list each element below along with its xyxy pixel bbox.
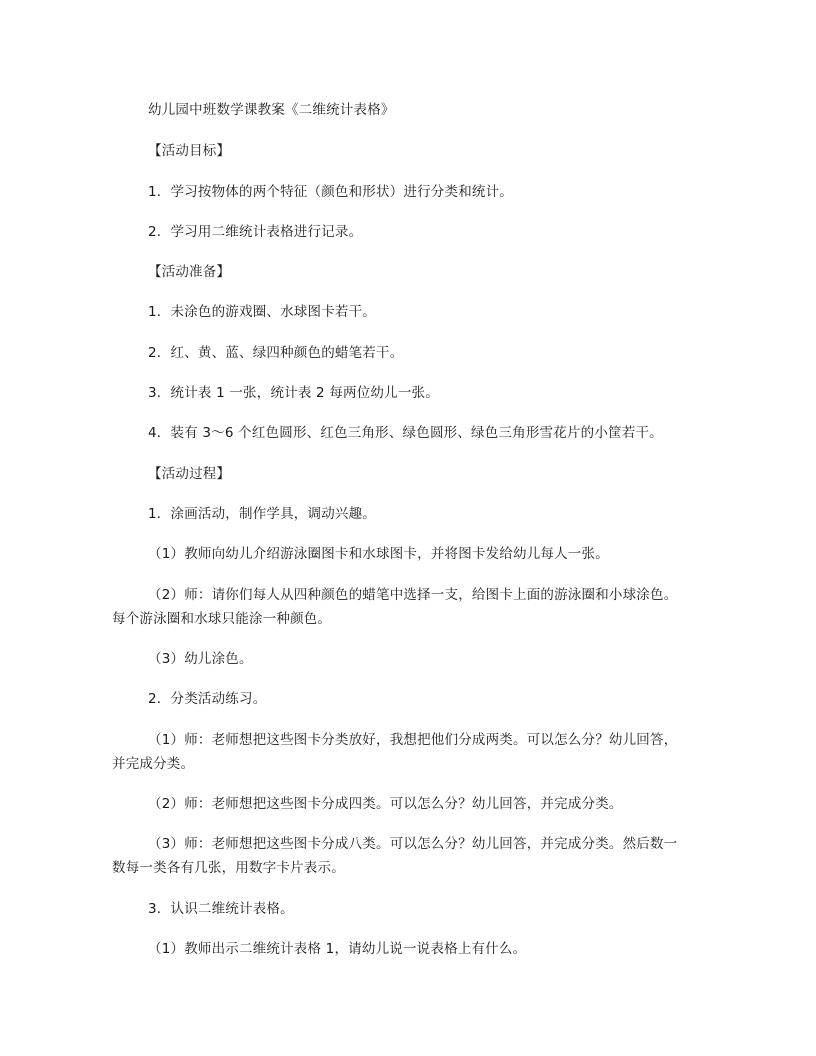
process-heading: 【活动过程】 — [148, 466, 231, 482]
step-1-1: （1）教师向幼儿介绍游泳圈图卡和水球图卡，并将图卡发给幼儿每人一张。 — [148, 546, 609, 562]
step-3: 3．认识二维统计表格。 — [148, 901, 294, 917]
step-2-3-line-2: 数每一类各有几张，用数字卡片表示。 — [112, 860, 345, 876]
goals-heading: 【活动目标】 — [148, 143, 231, 159]
prep-item-1: 1．未涂色的游戏圈、水球图卡若干。 — [148, 304, 376, 320]
step-2: 2．分类活动练习。 — [148, 691, 267, 707]
step-2-2: （2）师：老师想把这些图卡分成四类。可以怎么分？幼儿回答，并完成分类。 — [148, 796, 623, 812]
goal-item-1: 1．学习按物体的两个特征（颜色和形状）进行分类和统计。 — [148, 184, 513, 200]
goal-item-2: 2．学习用二维统计表格进行记录。 — [148, 224, 363, 240]
prep-item-3: 3．统计表 1 一张，统计表 2 每两位幼儿一张。 — [148, 385, 439, 401]
document-title: 幼儿园中班数学课教案《二维统计表格》 — [148, 102, 395, 118]
step-1: 1．涂画活动，制作学具，调动兴趣。 — [148, 506, 376, 522]
step-1-3: （3）幼儿涂色。 — [148, 651, 253, 667]
step-2-1-line-1: （1）师：老师想把这些图卡分类放好，我想把他们分成两类。可以怎么分？幼儿回答， — [148, 732, 678, 748]
step-2-1-line-2: 并完成分类。 — [112, 756, 195, 772]
prep-item-2: 2．红、黄、蓝、绿四种颜色的蜡笔若干。 — [148, 345, 404, 361]
step-1-2-line-1: （2）师：请你们每人从四种颜色的蜡笔中选择一支，给图卡上面的游泳圈和小球涂色。 — [148, 587, 678, 603]
prep-heading: 【活动准备】 — [148, 264, 231, 280]
prep-item-4: 4．装有 3～6 个红色圆形、红色三角形、绿色圆形、绿色三角形雪花片的小筐若干。 — [148, 425, 663, 441]
step-2-3-line-1: （3）师：老师想把这些图卡分成八类。可以怎么分？幼儿回答，并完成分类。然后数一 — [148, 836, 678, 852]
step-1-2-line-2: 每个游泳圈和水球只能涂一种颜色。 — [112, 611, 332, 627]
step-3-1: （1）教师出示二维统计表格 1，请幼儿说一说表格上有什么。 — [148, 941, 527, 957]
